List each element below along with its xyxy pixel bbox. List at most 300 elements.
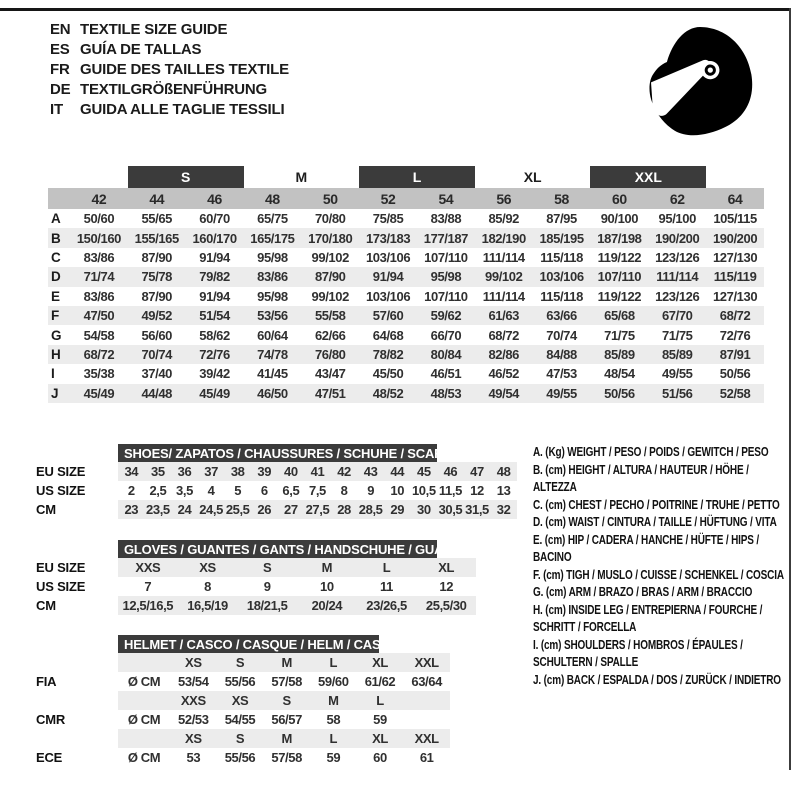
top-divider [0,8,791,11]
row-label: US SIZE [36,483,86,498]
cell: 55/58 [314,308,346,324]
cell: 7,5 [309,483,326,498]
row-label: D [51,269,61,285]
cell: 9 [367,483,375,498]
helmet-size-table [36,635,450,767]
cell: 51/56 [661,385,693,401]
cell: 49/55 [661,366,693,382]
size-group-l: L [359,166,475,188]
helmet-rows [36,653,450,767]
row-label: CM [36,502,56,517]
language-item [50,40,289,60]
cell: 56/57 [271,712,302,727]
row-cells [118,481,517,500]
cell: 70/74 [546,327,577,343]
cell: 46 [443,464,458,479]
cell: 173/183 [365,230,411,246]
language-code: DE [50,81,71,98]
cell: 25,5/30 [425,598,467,613]
cell: XL [372,731,388,746]
cell: 30 [416,502,431,517]
cell: S [263,560,272,575]
legend-item: C. (cm) CHEST / PECHO / POITRINE / TRUHE / PETTO [533,497,780,512]
cell: 18/21,5 [246,598,288,613]
cell: 53/54 [178,674,209,689]
table-row [36,577,476,596]
cell: Ø CM [127,712,161,727]
cell: 103/106 [365,249,411,265]
cell: 75/78 [141,269,173,285]
cell: 64/68 [372,327,404,343]
row-cells [118,500,517,519]
cell: 85/89 [661,346,693,362]
table-row [48,248,764,267]
cell: 62/66 [314,327,346,343]
cell: 177/187 [423,230,468,246]
table-row [36,672,450,691]
table-row [48,267,764,286]
row-label: EU SIZE [36,560,86,575]
cell: 20/24 [311,598,343,613]
cell: 34 [124,464,139,479]
row-label: US SIZE [36,579,86,594]
row-label: H [51,346,61,362]
cell: 49/55 [546,385,577,401]
language-title: GUIDE DES TAILLES TEXTILE [80,61,289,78]
cell: 10 [320,579,334,594]
cell: 79/82 [199,269,230,285]
table-row [48,228,764,247]
row-label: C [51,249,61,265]
cell: 70/74 [141,346,173,362]
cell: 67/70 [661,308,693,324]
size-col-header: 54 [438,190,454,207]
cell: 49/54 [488,385,520,401]
cell: L [329,655,338,670]
language-list [50,20,289,120]
cell: 111/114 [482,249,525,265]
cell: 48/54 [604,366,635,382]
cell: 83/86 [257,269,288,285]
cell: 54/55 [224,712,256,727]
cell: 35/38 [83,366,115,382]
cell: 27 [284,502,298,517]
row-label: J [51,385,59,401]
cell: 71/74 [83,269,115,285]
cell: 46/52 [488,366,520,382]
cell: 25,5 [225,502,250,517]
cell: 45/49 [83,385,115,401]
language-title: TEXTILGRÖßENFÜHRUNG [80,81,268,98]
cell: 10,5 [411,483,436,498]
cell: 74/78 [257,346,288,362]
cell: 13 [496,483,511,498]
cell: 59 [326,750,341,765]
cell: 26 [257,502,272,517]
cell: 160/170 [192,230,237,246]
cell: 46/50 [257,385,288,401]
cell: 55/56 [224,674,256,689]
helmet-table-title: HELMET / CASCO / CASQUE / HELM / CASCO [118,635,379,653]
cell: 59 [373,712,387,727]
cell: XS [231,693,249,708]
cell: 16,5/19 [187,598,228,613]
cell: Ø CM [127,674,161,689]
size-col-header: 64 [727,190,743,207]
table-row [36,729,450,748]
cell: 185/195 [539,230,584,246]
cell: 8 [340,483,348,498]
measurement-legend [533,444,791,689]
row-label: E [51,288,61,304]
size-col-header: 50 [322,190,338,207]
table-row [36,462,517,481]
cell: 31,5 [465,502,489,517]
row-cells [118,558,476,577]
cell: 56/60 [141,327,173,343]
cell: 43 [363,464,378,479]
cell: 70/80 [314,211,346,227]
cell: 99/102 [485,269,523,285]
row-label: EU SIZE [36,464,86,479]
cell: 44/48 [141,385,173,401]
size-col-header: 44 [149,190,165,207]
cell: L [329,731,338,746]
language-code: FR [50,61,70,78]
size-col-header: 60 [612,190,627,207]
cell: 28 [337,502,351,517]
cell: 45/50 [372,366,404,382]
cell: 82/86 [488,346,520,362]
cell: XS [185,731,202,746]
cell: 95/98 [430,269,462,285]
cell: 115/118 [540,249,583,265]
cell: 119/122 [597,288,642,304]
cell: 38 [230,464,245,479]
cell: 11 [380,579,393,594]
gloves-rows [36,558,476,615]
size-col-header: 62 [669,190,685,207]
cell: 50/56 [719,366,751,382]
cell: 40 [284,464,298,479]
cell: 12 [439,579,454,594]
cell: Ø CM [127,750,161,765]
row-label: B [51,230,61,246]
cell: 6 [260,483,268,498]
cell: XL [438,560,455,575]
legend-item: B. (cm) HEIGHT / ALTURA / HAUTEUR / HÖHE / ALTEZZA [533,462,749,494]
cell: 65/68 [604,308,635,324]
cell: S [282,693,291,708]
language-item [50,20,289,40]
table-row [48,364,764,383]
cell [118,653,170,672]
cell: 30,5 [438,502,463,517]
row-label: F [51,308,60,324]
cell: 41/45 [257,366,288,382]
row-label [36,653,118,672]
cell: 48/53 [430,385,462,401]
cell: 49/52 [141,308,173,324]
size-col-header: 58 [554,190,569,207]
textile-size-table [48,166,764,403]
cell: 80/84 [430,346,462,362]
cell: 27,5 [305,502,330,517]
cell: 50/60 [83,211,115,227]
language-title: TEXTILE SIZE GUIDE [80,21,228,38]
legend-item: H. (cm) INSIDE LEG / ENTREPIERNA / FOURCHE / SCHRITT / FORCELLA [533,602,763,634]
row-cells [118,462,517,481]
cell: 95/98 [257,249,288,265]
legend-item: F. (cm) TIGH / MUSLO / CUISSE / SCHENKEL / COSCIA [533,567,784,582]
row-label: ECE [36,750,63,765]
textile-group-row [48,166,764,188]
cell: 60/64 [257,327,288,343]
shoes-rows [36,462,517,519]
cell: S [235,731,245,746]
cell [118,691,170,710]
cell: 83/88 [430,211,462,227]
size-group-s: S [128,166,244,188]
cell: 50/56 [604,385,635,401]
row-label: I [51,366,55,382]
cell: 55/56 [224,750,256,765]
cell: 32 [496,502,511,517]
cell: 61/63 [488,308,520,324]
cell: 72/76 [199,346,230,362]
cell: M [321,560,333,575]
row-cells [118,691,450,710]
size-group-m: M [295,169,308,185]
cell: 91/94 [199,249,230,265]
legend-item: D. (cm) WAIST / CINTURA / TAILLE / HÜFTUNG / VITA [533,515,777,529]
cell: 43/47 [314,366,346,382]
cell: 53 [186,750,201,765]
cell: 127/130 [712,288,758,304]
language-code: EN [50,21,71,38]
cell: 103/106 [539,269,584,285]
cell: 91/94 [372,269,404,285]
language-title: GUIDA ALLE TAGLIE TESSILI [80,101,285,118]
cell: 123/126 [655,249,700,265]
cell: 12 [470,483,484,498]
cell: XS [185,655,202,670]
cell: 7 [144,579,152,594]
row-label: FIA [36,674,57,689]
language-item [50,80,289,100]
cell: 66/70 [430,327,462,343]
cell: 52/58 [719,385,751,401]
table-row [48,325,764,344]
language-item [50,60,289,80]
size-group-xxl: XXL [590,166,706,188]
cell: 87/90 [314,269,346,285]
cell: 68/72 [488,327,520,343]
cell [118,729,170,748]
cell: 41 [310,464,325,479]
language-title: GUÍA DE TALLAS [80,41,202,58]
cell: 9 [263,579,271,594]
cell: 48/52 [372,385,404,401]
cell: 2,5 [149,483,167,498]
cell: 87/95 [546,211,577,227]
gloves-size-table [36,540,476,615]
cell: 99/102 [311,249,349,265]
cell: L [382,560,391,575]
row-label: A [51,211,61,227]
cell: 39/42 [199,366,230,382]
cell: 24,5 [199,502,223,517]
cell: 76/80 [314,346,346,362]
cell: 59/60 [318,674,349,689]
table-row [48,306,764,325]
size-group-xl: XL [523,169,542,185]
cell: 115/119 [713,269,757,285]
cell: 45 [416,464,431,479]
cell [403,710,450,729]
cell: 47/50 [83,308,115,324]
cell: XXL [414,655,439,670]
size-col-header: 56 [496,190,512,207]
cell: 83/86 [83,249,115,265]
row-cells [118,672,450,691]
language-code: ES [50,41,70,58]
cell: 95/98 [257,288,288,304]
cell: 48 [496,464,511,479]
cell: 39 [257,464,272,479]
cell: 63/64 [411,674,442,689]
table-row [36,748,450,767]
cell: 29 [390,502,405,517]
table-row [48,384,764,403]
cell: 23/26,5 [366,598,407,613]
row-cells [118,653,450,672]
cell: 103/106 [365,288,411,304]
size-col-header: 48 [265,190,280,207]
row-label: CM [36,598,56,613]
cell: M [281,655,292,670]
legend-item: E. (cm) HIP / CADERA / HANCHE / HÜFTE / HIPS / BACINO [533,532,759,564]
table-row [48,345,764,364]
cell: 87/90 [141,288,173,304]
cell: 85/89 [604,346,635,362]
cell: L [376,693,384,708]
cell: 63/66 [546,308,577,324]
textile-rows [48,209,764,403]
cell: 5 [234,483,242,498]
cell: 105/115 [713,211,757,227]
cell: 53/56 [257,308,288,324]
cell: 65/75 [257,211,288,227]
cell: 42 [337,464,351,479]
cell: 58 [326,712,341,727]
cell: 46/51 [430,366,462,382]
row-cells [118,729,450,748]
cell: 78/82 [372,346,404,362]
cell: 47/51 [314,385,346,401]
cell: XXS [180,693,206,708]
cell: 6,5 [282,483,300,498]
cell: 190/200 [655,230,700,246]
table-row [48,287,764,306]
cell: 84/88 [546,346,577,362]
cell: 90/100 [600,211,639,227]
gloves-table-title: GLOVES / GUANTES / GANTS / HANDSCHUHE / GUANTI [118,540,437,558]
cell: 187/198 [597,230,642,246]
cell: 83/86 [83,288,115,304]
cell: 91/94 [199,288,230,304]
cell: 11,5 [438,483,462,498]
table-row [36,691,450,710]
row-label [36,729,118,748]
cell: 60/70 [199,211,230,227]
cell [403,691,450,710]
language-item [50,100,289,120]
cell: 87/90 [141,249,173,265]
cell: XXS [135,560,161,575]
table-row [36,558,476,577]
cell: 182/190 [481,230,526,246]
row-label: G [51,327,62,343]
row-cells [118,577,476,596]
cell: M [281,731,292,746]
cell: 111/114 [482,288,525,304]
cell: 107/110 [597,269,642,285]
cell: 57/60 [372,308,404,324]
cell: 47 [470,464,484,479]
cell: 3,5 [176,483,193,498]
sizes-spacer [48,188,70,209]
size-col-header: 46 [207,190,222,207]
shoes-table-title: SHOES/ ZAPATOS / CHAUSSURES / SCHUHE / SCARPE [118,444,437,462]
cell: 75/85 [372,211,404,227]
size-col-header: 52 [380,190,396,207]
cell: 35 [151,464,165,479]
size-col-header: 42 [91,190,107,207]
cell: XXL [414,731,439,746]
cell: 51/54 [199,308,230,324]
cell: 107/110 [424,288,468,304]
cell: 72/76 [719,327,751,343]
legend-item: J. (cm) BACK / ESPALDA / DOS / ZURÜCK / INDIETRO [533,672,781,687]
cell: 55/65 [141,211,173,227]
cell: 170/180 [308,230,353,246]
cell: 111/114 [656,269,699,285]
cell: 44 [390,464,405,479]
shoes-size-table [36,444,517,519]
cell: 107/110 [424,249,468,265]
cell: 23,5 [146,502,170,517]
cell: 52/53 [178,712,209,727]
cell: S [235,655,245,670]
cell: 190/200 [712,230,758,246]
cell: 60 [373,750,387,765]
cell: 12,5/16,5 [122,598,174,613]
cell: 68/72 [83,346,115,362]
cell: 24 [177,502,192,517]
row-cells [118,748,450,767]
cell: 10 [390,483,405,498]
cell: XL [372,655,388,670]
cell: 54/58 [83,327,115,343]
cell: 95/100 [658,211,696,227]
cell: 71/75 [661,327,693,343]
language-code: IT [50,101,63,118]
cell: 8 [204,579,211,594]
cell: 37/40 [141,366,173,382]
cell: 150/160 [76,230,122,246]
racing-helmet-icon [640,22,762,144]
